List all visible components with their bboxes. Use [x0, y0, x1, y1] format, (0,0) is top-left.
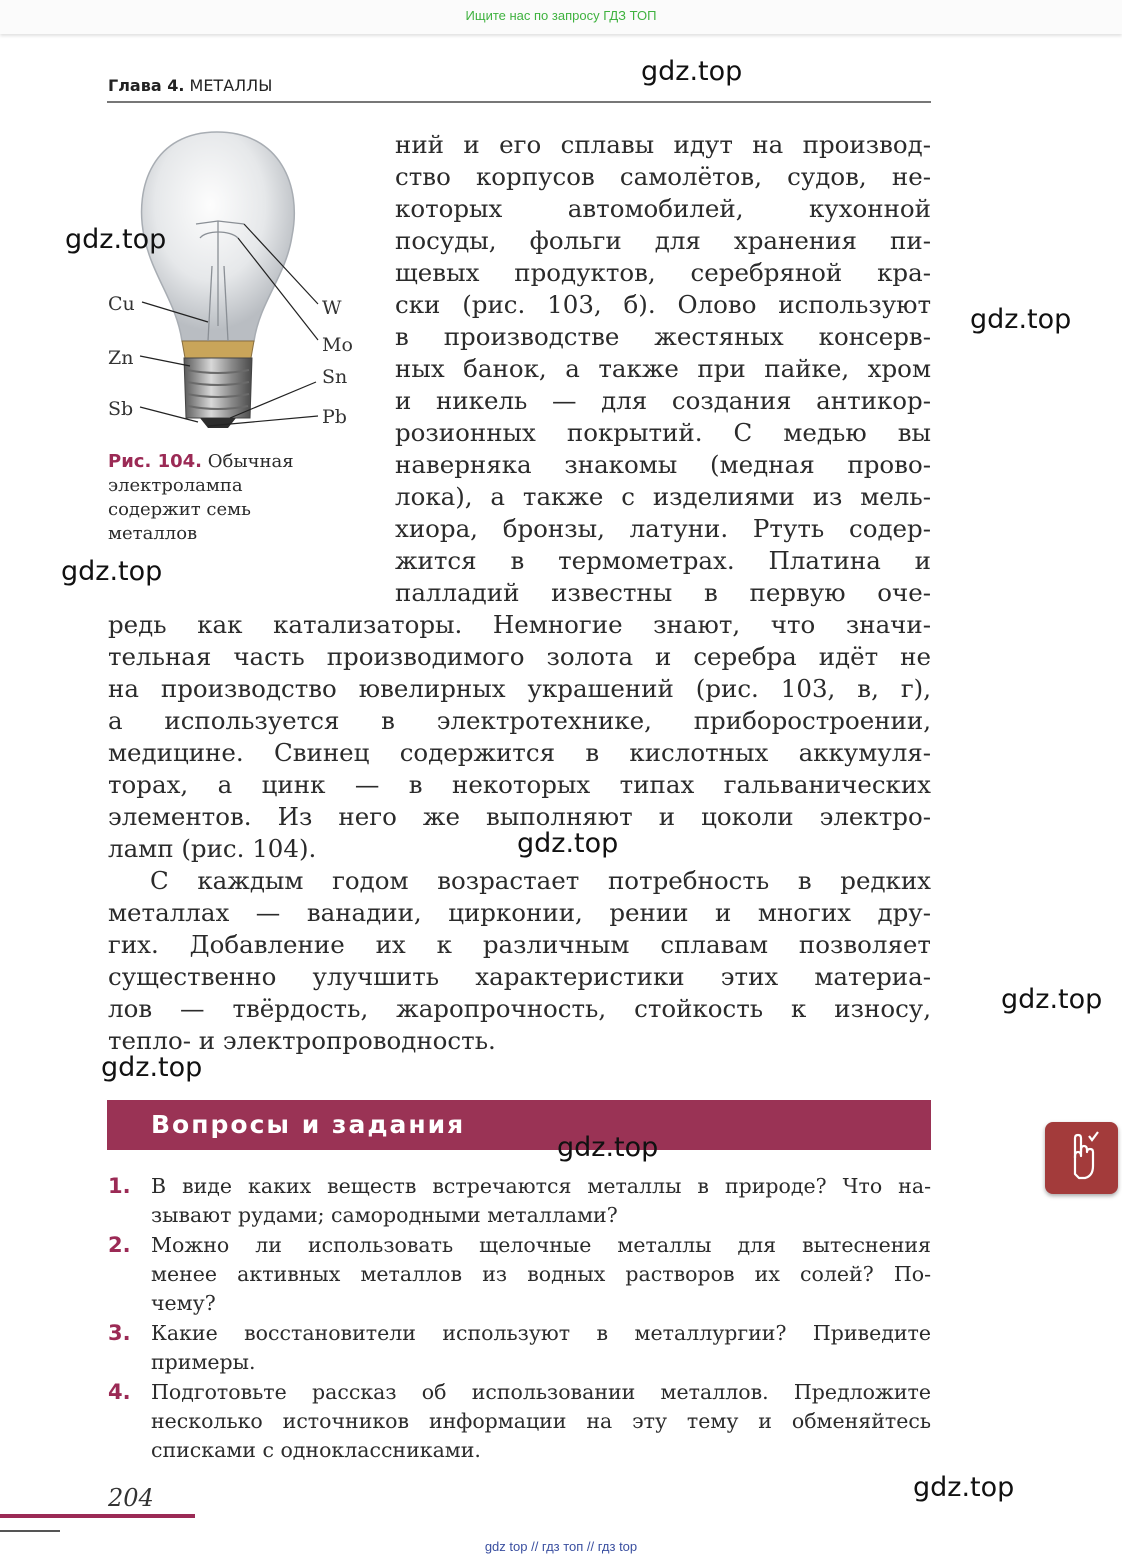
body-line: жится в термометрах. Платина и	[395, 546, 931, 575]
header-rule	[107, 101, 931, 103]
label-cu: Cu	[108, 293, 135, 315]
question-number: 1.	[108, 1174, 131, 1198]
body-line: существенно улучшить характеристики этих материа-	[108, 962, 931, 991]
body-line: гих. Добавление их к различным сплавам позволяет	[108, 930, 931, 959]
watermark: gdz.top	[970, 304, 1072, 335]
question-line: менее активных металлов из водных растворов их солей? По-	[151, 1262, 931, 1286]
body-line: наверняка знакомы (медная прово-	[395, 450, 931, 479]
body-line: щевых продуктов, серебряной кра-	[395, 258, 931, 287]
body-line: хиора, бронзы, латуни. Ртуть содер-	[395, 514, 931, 543]
body-line: С каждым годом возрастает потребность в редких	[150, 866, 931, 895]
question-line: чему?	[151, 1291, 216, 1315]
figure-caption-line: электролампа	[108, 475, 243, 496]
question-line: несколько источников информации на эту тему и обменяйтесь	[151, 1409, 931, 1433]
question-number: 4.	[108, 1380, 131, 1404]
body-line: медицине. Свинец содержится в кислотных аккумуля-	[108, 738, 931, 767]
label-pb: Pb	[322, 406, 347, 428]
body-line: металлах — ванадии, цирконии, рении и многих дру-	[108, 898, 931, 927]
body-line: ски (рис. 103, б). Олово используют	[395, 290, 931, 319]
figure-caption-line: металлов	[108, 523, 198, 544]
watermark: gdz.top	[1001, 984, 1103, 1015]
figure-caption	[108, 450, 358, 546]
body-line: ство корпусов самолётов, судов, не-	[395, 162, 931, 191]
body-line: тельная часть производимого золота и серебра идёт не	[108, 642, 931, 671]
question-number: 3.	[108, 1321, 131, 1345]
tap-hint-button[interactable]	[1045, 1122, 1118, 1194]
figure-caption-line: содержит семь	[108, 499, 251, 520]
question-line: списками с одноклассниками.	[151, 1438, 481, 1462]
body-line: лов — твёрдость, жаропрочность, стойкость к износу,	[108, 994, 931, 1023]
question-number: 2.	[108, 1233, 131, 1257]
watermark: gdz.top	[641, 56, 743, 87]
watermark: gdz.top	[517, 828, 619, 859]
label-mo: Mo	[322, 334, 353, 356]
question-line: Можно ли использовать щелочные металлы для вытеснения	[151, 1233, 931, 1257]
body-line: на производство ювелирных украшений (рис. 103, в, г),	[108, 674, 931, 703]
chapter-label: Глава 4.	[108, 76, 185, 95]
question-line: В виде каких веществ встречаются металлы в природе? Что на-	[151, 1174, 931, 1198]
label-w: W	[322, 297, 342, 319]
question-line: примеры.	[151, 1350, 256, 1374]
body-line: розионных покрытий. С медью вы	[395, 418, 931, 447]
light-bulb-figure	[104, 126, 364, 446]
body-line: элементов. Из него же выполняют и цоколи электро-	[108, 802, 931, 831]
body-line: тепло- и электропроводность.	[108, 1026, 496, 1055]
question-line: Подготовьте рассказ об использовании металлов. Предложите	[151, 1380, 931, 1404]
questions-title: Вопросы и задания	[151, 1110, 466, 1139]
chapter-header	[108, 76, 272, 95]
figure-caption-line: Обычная	[202, 451, 294, 472]
watermark: gdz.top	[101, 1052, 203, 1083]
body-line: палладий известны в первую оче-	[395, 578, 931, 607]
page-number-underline	[0, 1530, 60, 1532]
body-line: которых автомобилей, кухонной	[395, 194, 931, 223]
label-zn: Zn	[108, 347, 134, 369]
watermark: gdz.top	[557, 1132, 659, 1163]
watermark: gdz.top	[913, 1472, 1015, 1503]
question-line: Какие восстановители используют в металлургии? Приведите	[151, 1321, 931, 1345]
body-line: в производстве жестяных консерв-	[395, 322, 931, 351]
label-sn: Sn	[322, 366, 348, 388]
body-line: редь как катализаторы. Немногие знают, что значи-	[108, 610, 931, 639]
footer-links[interactable]: gdz top // гдз топ // гдз top	[484, 1539, 638, 1554]
bulb-contact	[200, 418, 236, 428]
body-line: ных банок, а также при пайке, хром	[395, 354, 931, 383]
bulb-neck	[182, 341, 254, 358]
watermark: gdz.top	[65, 224, 167, 255]
body-line: посуды, фольги для хранения пи-	[395, 226, 931, 255]
page-number-bar	[0, 1514, 195, 1518]
questions-header-bar	[107, 1100, 931, 1150]
figure-caption-number: Рис. 104.	[108, 451, 202, 472]
top-banner-text: Ищите нас по запросу ГДЗ ТОП	[465, 8, 657, 23]
body-line: а используется в электротехнике, приборостроении,	[108, 706, 931, 735]
body-line: лока), а также с изделиями из мель-	[395, 482, 931, 511]
top-banner	[0, 0, 1122, 34]
body-line: и никель — для создания антикор-	[395, 386, 931, 415]
watermark: gdz.top	[61, 556, 163, 587]
label-sb: Sb	[108, 398, 134, 420]
chapter-title: МЕТАЛЛЫ	[189, 76, 273, 95]
body-line: ний и его сплавы идут на производ-	[395, 130, 931, 159]
page-number: 204	[108, 1484, 154, 1512]
question-line: зывают рудами; самородными металлами?	[151, 1203, 618, 1227]
body-line: торах, а цинк — в некоторых типах гальванических	[108, 770, 931, 799]
body-line: ламп (рис. 104).	[108, 834, 317, 863]
hand-tap-icon	[1045, 1122, 1118, 1194]
